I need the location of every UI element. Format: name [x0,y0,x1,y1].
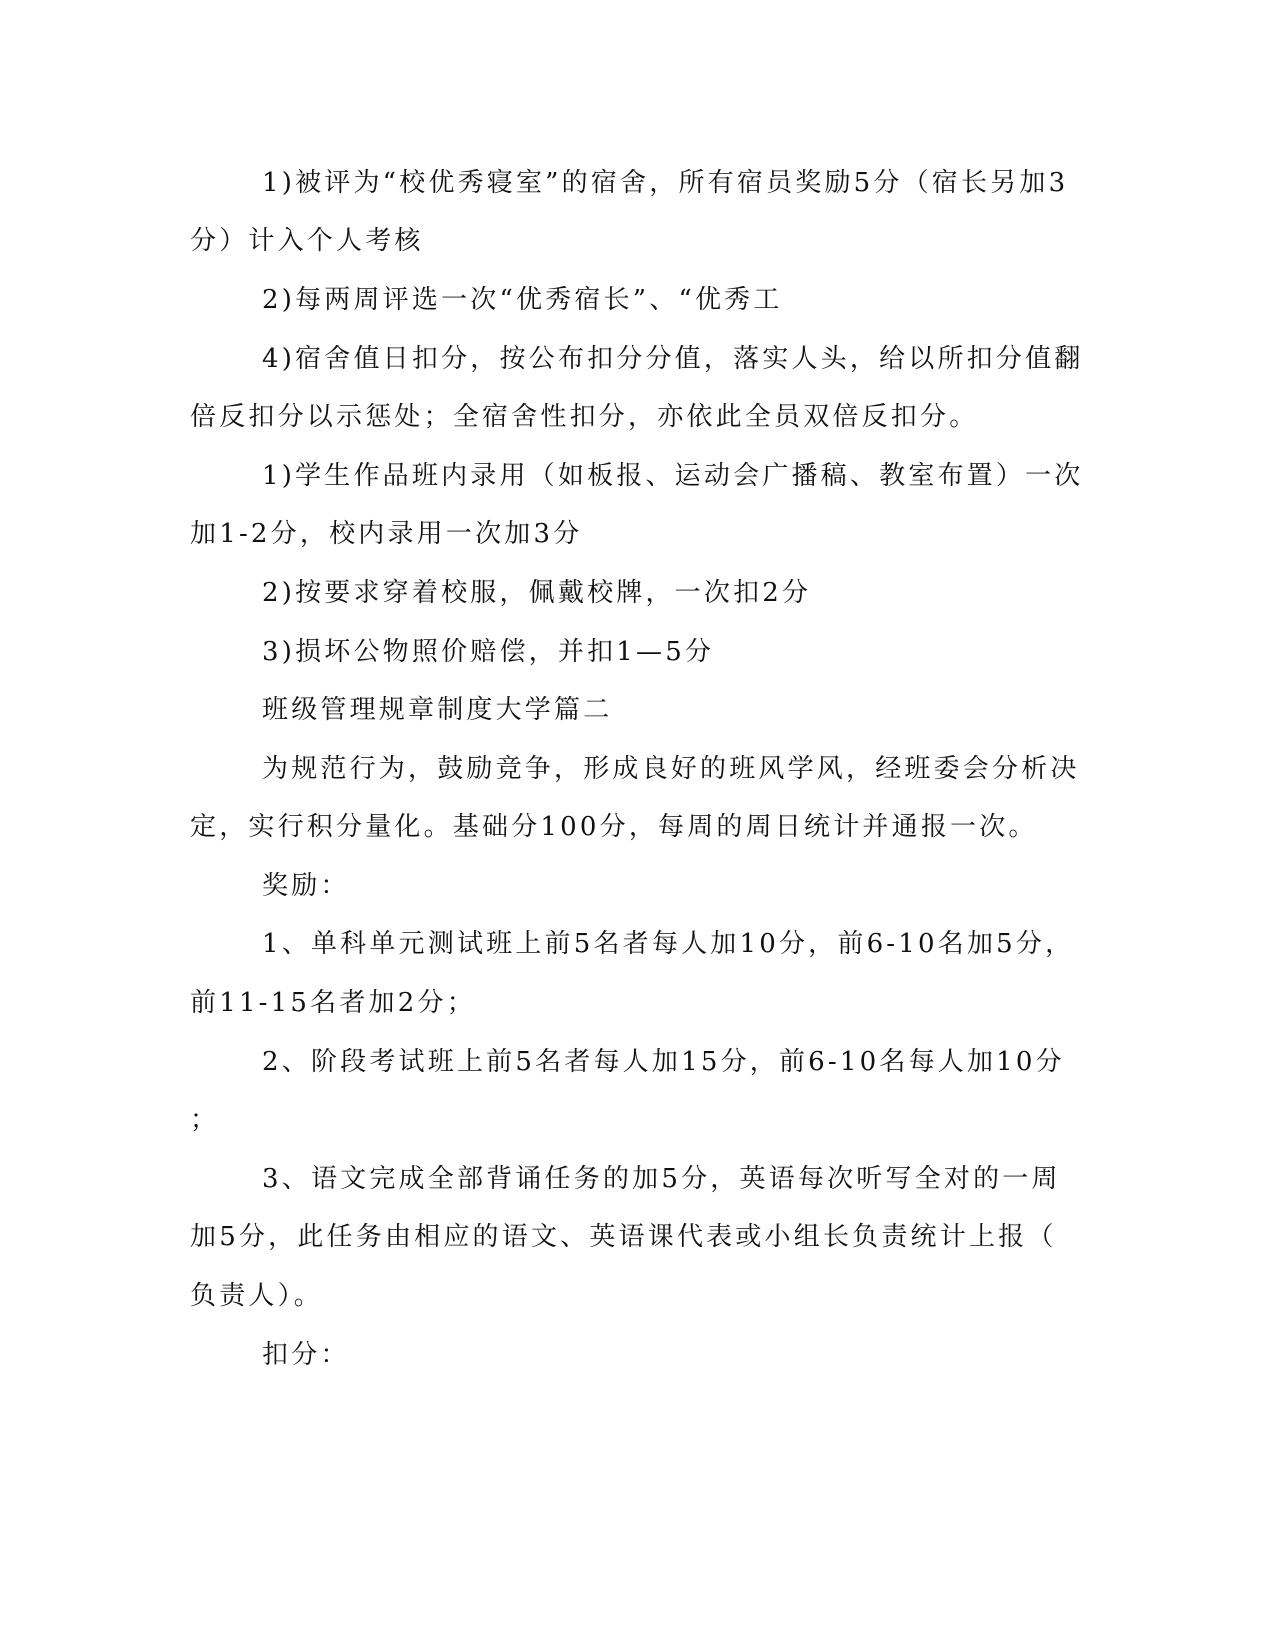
paragraph-line: 前11-15名者加2分； [190,988,476,1018]
paragraph-line: 奖励： [262,871,350,901]
paragraph-line: 定，实行积分量化。基础分100分，每周的周日统计并通报一次。 [190,812,1038,842]
paragraph-line: 2)每两周评选一次“优秀宿长”、“优秀工 [262,285,783,315]
paragraph-line: 2、阶段考试班上前5名者每人加15分，前6-10名每人加10分 [262,1047,1065,1077]
paragraph-line: 1、单科单元测试班上前5名者每人加10分，前6-10名加5分， [262,929,1075,959]
paragraph-line: 1)被评为“校优秀寝室”的宿舍，所有宿员奖励5分（宿长另加3 [262,168,1069,198]
paragraph-line: 3)损坏公物照价赔偿，并扣1—5分 [262,637,715,667]
paragraph-line: 负责人）。 [190,1281,324,1311]
section-heading: 班级管理规章制度大学篇二 [262,695,613,725]
paragraph-line: 扣分： [262,1340,350,1370]
paragraph-line: 2)按要求穿着校服，佩戴校牌，一次扣2分 [262,578,812,608]
paragraph-line: 加5分，此任务由相应的语文、英语课代表或小组长负责统计上报（ [190,1222,1057,1252]
paragraph-line: 3、语文完成全部背诵任务的加5分，英语每次听写全对的一周 [262,1164,1061,1194]
paragraph-line: ； [190,1105,220,1135]
paragraph-line: 加1-2分，校内录用一次加3分 [190,519,583,549]
paragraph-line: 分）计入个人考核 [190,226,424,256]
paragraph-line: 4)宿舍值日扣分，按公布扣分分值，落实人头，给以所扣分值翻 [262,344,1084,374]
paragraph-line: 为规范行为，鼓励竞争，形成良好的班风学风，经班委会分析决 [262,754,1080,784]
paragraph-line: 倍反扣分以示惩处；全宿舍性扣分，亦依此全员双倍反扣分。 [190,402,979,432]
paragraph-line: 1)学生作品班内录用（如板报、运动会广播稿、教室布置）一次 [262,461,1084,491]
